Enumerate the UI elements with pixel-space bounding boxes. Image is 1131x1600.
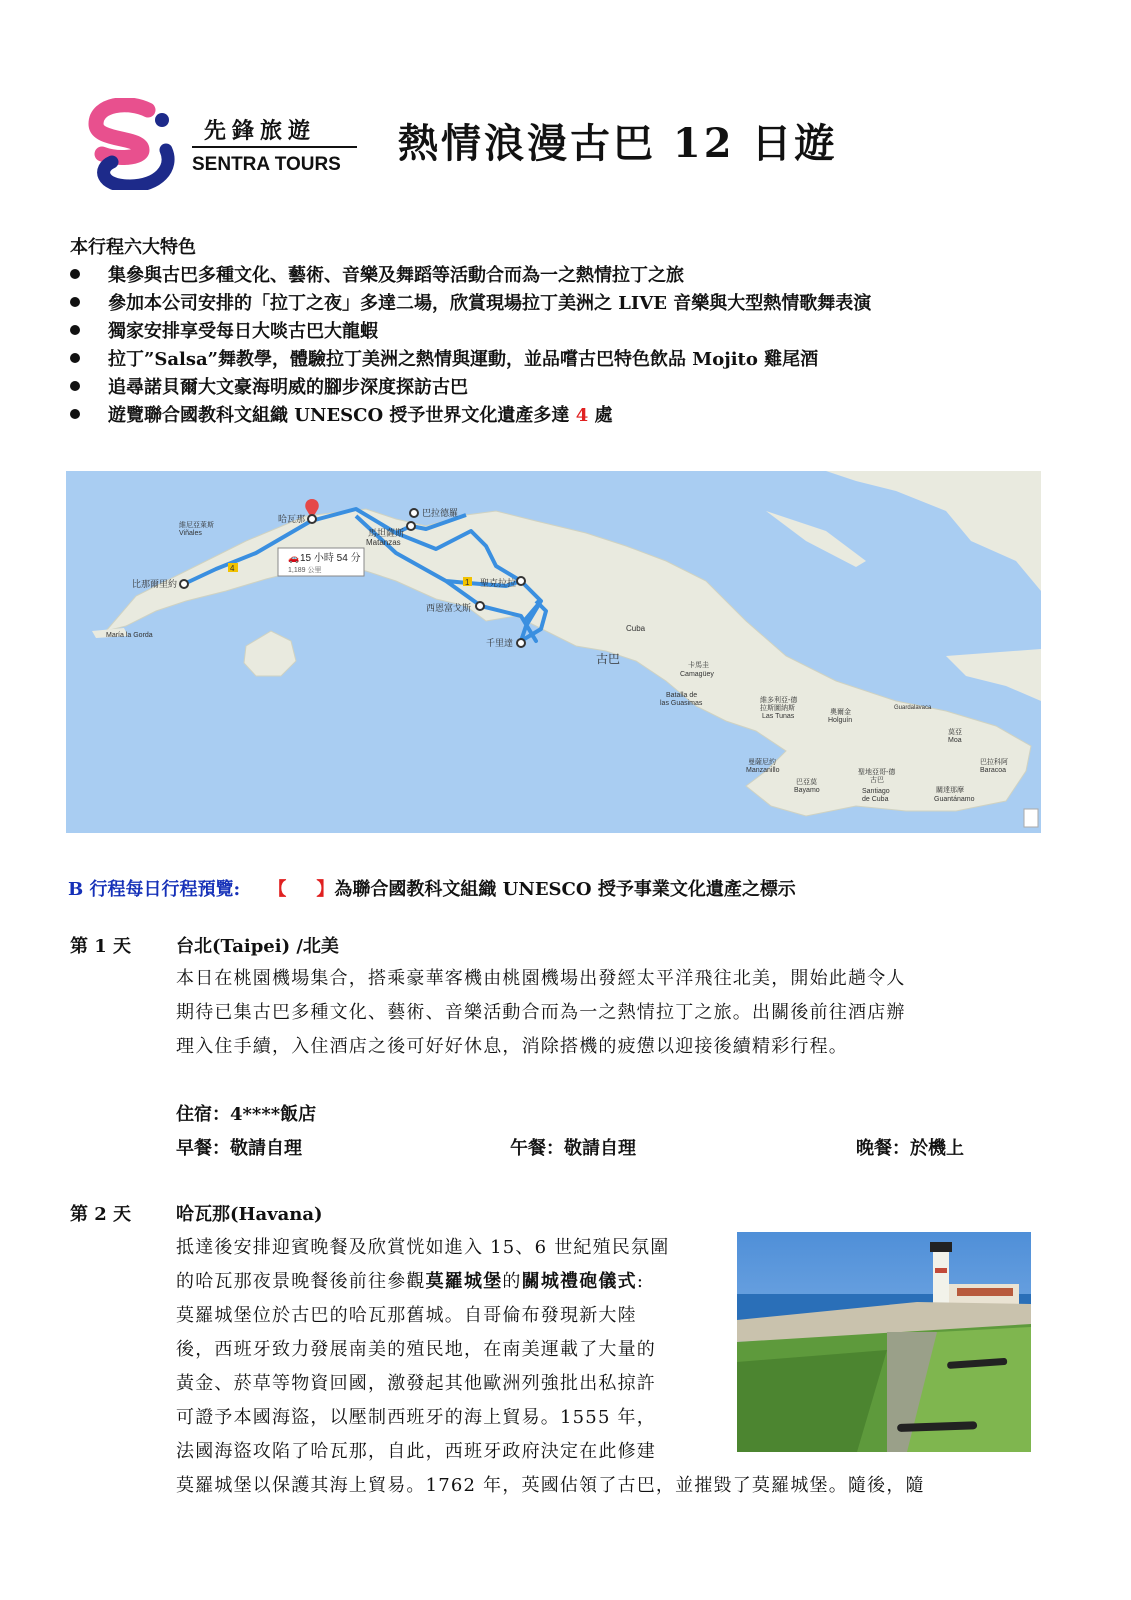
svg-text:Bayamo: Bayamo: [794, 787, 820, 794]
svg-text:Santiago: Santiago: [862, 788, 890, 795]
map-label-holguin: 奧爾金: [830, 709, 851, 716]
day-1-hotel: 住宿：4****飯店: [176, 1104, 317, 1125]
map-label-santiago: 聖地亞哥-德: [858, 769, 896, 776]
map-label-bayamo: 巴亞莫: [796, 779, 817, 786]
waypoint-marker[interactable]: [517, 577, 525, 585]
itinerary-overview-heading: B 行程每日行程預覽: 【 】為聯合國教科文組織 UNESCO 授予事業文化遺產之標示: [68, 879, 796, 900]
day-1-description: 本日在桃園機場集合，搭乘豪華客機由桃園機場出發經太平洋飛往北美，開始此趟令人 期待已集古巴多種文化、藝術、音樂活動合而為一之熱情拉丁之旅。出關後前往酒店辦 理入住手續，入住酒店之後可好好休息，消除搭機的疲憊以迎接後續精彩行程。: [176, 968, 906, 1057]
waypoint-marker[interactable]: [308, 515, 316, 523]
sentra-tours-logo: [88, 98, 178, 190]
feature-item: 拉丁”Salsa”舞教學，體驗拉丁美洲之熱情與運動，並品嚐古巴特色飲品 Mojito 雞尾酒: [70, 345, 818, 371]
map-label-las-tunas: 維多利亞-德: [760, 697, 798, 704]
map-label-baracoa: 巴拉科阿: [980, 759, 1008, 766]
map-label-guantanamo: 關達那摩: [936, 787, 964, 794]
waypoint-marker[interactable]: [476, 602, 484, 610]
day-2-description: 抵達後安排迎賓晚餐及欣賞恍如進入 15、6 世紀殖民氛圍 的哈瓦那夜景晚餐後前往參觀莫羅城堡的關城禮砲儀式: 莫羅城堡位於古巴的哈瓦那舊城。自哥倫布發現新大陸 後，西班牙致力發展南美的殖民地，在南美運載了大量的 黃金、菸草等物資回國，激發起其他歐洲列強批出私掠許 可證予本國海盜，以壓制西班牙的海上貿易。1555 年， 法國海盜攻陷了哈瓦那，自此，西班牙政府決定在此修建: [176, 1237, 670, 1462]
bullet-icon: [70, 409, 80, 419]
svg-text:Manzanillo: Manzanillo: [746, 767, 780, 774]
waypoint-marker[interactable]: [517, 639, 525, 647]
route-time: 15 小時 54 分: [300, 553, 361, 564]
day-1-breakfast: 早餐：敬請自理: [176, 1138, 302, 1159]
morro-castle-highlight: 莫羅城堡: [425, 1271, 503, 1292]
waypoint-marker[interactable]: [407, 522, 415, 530]
feature-item: 參加本公司安排的「拉丁之夜」多達二場，欣賞現場拉丁美洲之 LIVE 音樂與大型熱情歌舞表演: [70, 289, 871, 315]
brand-name-english: SENTRA TOURS: [192, 154, 341, 175]
svg-text:Viñales: Viñales: [179, 530, 202, 537]
svg-text:拉斯圖納斯: 拉斯圖納斯: [760, 705, 795, 712]
brand-divider: [192, 146, 357, 148]
svg-text:Camagüey: Camagüey: [680, 671, 714, 678]
bullet-icon: [70, 297, 80, 307]
map-label-vinales: 維尼亞萊斯: [179, 522, 214, 529]
bullet-icon: [70, 353, 80, 363]
feature-item: 遊覽聯合國教科文組織 UNESCO 授予世界文化遺產多達 4 處: [70, 401, 613, 427]
brand-name-chinese: 先鋒旅遊: [204, 118, 317, 144]
day-1-label: 第 1 天: [70, 936, 132, 957]
map-label-santa-clara: 聖克拉拉: [480, 578, 517, 588]
map-label-guardalavaca: Guardalavaca: [894, 705, 932, 711]
map-label-pinar: 比那爾里約: [132, 579, 178, 589]
svg-text:Holguín: Holguín: [828, 717, 853, 724]
waypoint-marker[interactable]: [410, 509, 418, 517]
svg-text:Guantánamo: Guantánamo: [934, 796, 975, 803]
day-1-lunch: 午餐：敬請自理: [510, 1138, 636, 1159]
map-label-cienfuegos: 西恩富戈斯: [426, 603, 472, 613]
map-label-manzanillo: 曼薩尼約: [748, 759, 776, 766]
bullet-icon: [70, 381, 80, 391]
page-title: 熱情浪漫古巴 12 日遊: [398, 120, 838, 167]
unesco-marker-close: 】: [316, 879, 335, 900]
svg-text:Las Tunas: Las Tunas: [762, 713, 795, 720]
svg-text:Baracoa: Baracoa: [980, 767, 1007, 774]
map-label-guasimas: Batalla de: [666, 692, 698, 699]
feature-item: 獨家安排享受每日大啖古巴大龍蝦: [70, 317, 378, 343]
map-label-trinidad: 千里達: [486, 638, 514, 648]
feature-item: 追尋諾貝爾大文豪海明威的腳步深度探訪古巴: [70, 373, 468, 399]
map-label-moa: 莫亞: [948, 729, 962, 736]
morro-castle-photo: [737, 1232, 1031, 1452]
feature-item: 集參與古巴多種文化、藝術、音樂及舞蹈等活動合而為一之熱情拉丁之旅: [70, 261, 684, 287]
road-shield-4: 4: [230, 564, 235, 573]
day-2-description-continued: 莫羅城堡以保護其海上貿易。1762 年，英國佔領了古巴，並摧毀了莫羅城堡。隨後，隨: [176, 1475, 925, 1496]
map-label-maria-la-gorda: María la Gorda: [106, 632, 153, 639]
map-label-cuba-en: Cuba: [626, 624, 646, 633]
road-shield-1: 1: [465, 578, 470, 587]
route-distance: 1,189 公里: [288, 567, 322, 574]
svg-text:Matanzas: Matanzas: [366, 538, 401, 547]
svg-text:las Guasimas: las Guasimas: [660, 700, 703, 707]
unesco-legend: 為聯合國教科文組織 UNESCO 授予事業文化遺產之標示: [334, 879, 796, 900]
features-heading: 本行程六大特色: [70, 237, 196, 258]
map-label-camaguey: 卡馬圭: [688, 662, 709, 669]
svg-text:Moa: Moa: [948, 737, 962, 744]
map-label-havana: 哈瓦那: [278, 514, 306, 524]
waypoint-marker[interactable]: [180, 580, 188, 588]
car-icon: 🚗: [288, 553, 300, 563]
unesco-marker-open: 【: [268, 879, 287, 900]
day-2-label: 第 2 天: [70, 1204, 132, 1225]
map-label-cuba-cn: 古巴: [596, 652, 621, 666]
map-control-button[interactable]: [1024, 809, 1038, 827]
day-1-title: 台北(Taipei) /北美: [176, 936, 339, 957]
map-label-matanzas: 馬坦薩斯: [368, 528, 405, 538]
unesco-site-count: 4: [575, 405, 589, 426]
day-2-title: 哈瓦那(Havana): [176, 1204, 323, 1225]
cuba-route-map[interactable]: [66, 471, 1041, 833]
day-1-dinner: 晚餐：於機上: [856, 1138, 964, 1159]
bullet-icon: [70, 325, 80, 335]
svg-text:古巴: 古巴: [870, 777, 884, 784]
map-label-varadero: 巴拉德羅: [422, 508, 459, 518]
svg-text:de Cuba: de Cuba: [862, 796, 889, 803]
ceremony-highlight: 關城禮砲儀式: [521, 1271, 637, 1292]
bullet-icon: [70, 269, 80, 279]
